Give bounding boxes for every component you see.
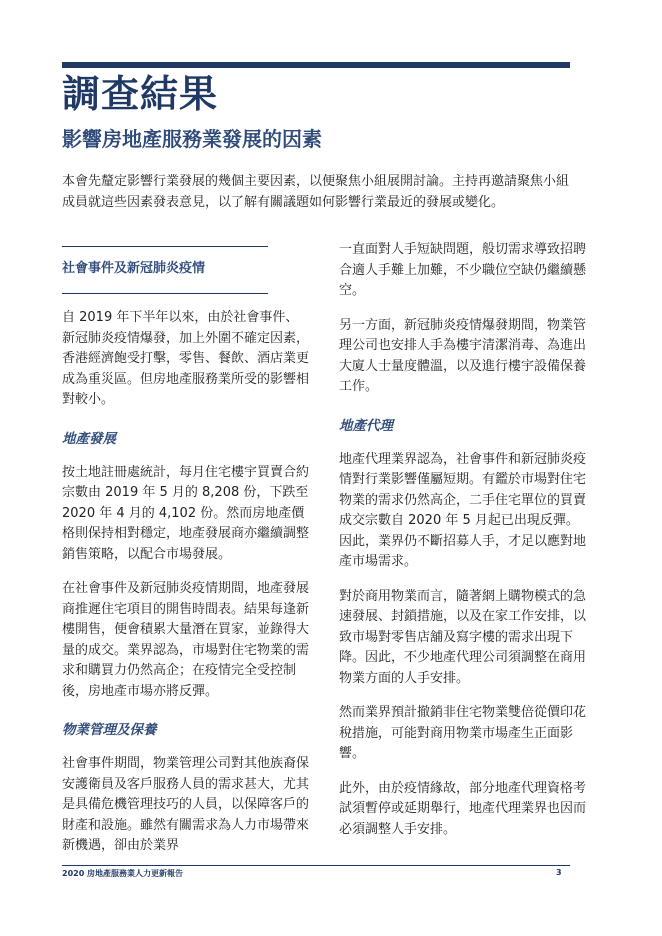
- estate-agency-paragraph-1: 地產代理業界認為，社會事件和新冠肺炎疫情對行業影響僅屬短期。有鑑於市場對住宅物業的需求仍然高企，二手住宅單位的買賣成交宗數自 2020 年 5 月起已出現反彈。因此，業界仍不斷招募人手，才足以應對地產市場需求。: [339, 451, 587, 569]
- property-management-paragraph-2: 另一方面，新冠肺炎疫情爆發期間，物業管理公司也安排人手為樓宇清潔消毒、為進出大廈人士量度體溫，以及進行樓宇設備保養工作。: [339, 317, 587, 394]
- property-development-paragraph-1: 按土地註冊處統計，每月住宅樓宇買賣合約宗數由 2019 年 5 月的 8,208 份，下跌至 2020 年 4 月的 4,102 份。然而房地產價格則保持相對穩定，地產發展商亦繼續調整銷售策略，以配合市場發展。: [62, 464, 310, 562]
- page-subtitle: 影響房地產服務業發展的因素: [62, 127, 322, 151]
- footer-report-title: 2020 房地產服務業人力更新報告: [62, 869, 184, 878]
- footer-rule: [62, 865, 570, 866]
- estate-agency-paragraph-3: 然而業界預計撤銷非住宅物業雙倍從價印花稅措施，可能對商用物業市場產生正面影響。: [339, 705, 587, 761]
- estate-agency-paragraph-2: 對於商用物業而言，隨著網上購物模式的急速發展、封鎖措施，以及在家工作安排，以致市場對零售店舖及寫字樓的需求出現下降。因此，不少地產代理公司須調整在商用物業方面的人手安排。: [339, 588, 587, 686]
- page-title: 調查結果: [62, 72, 219, 116]
- property-management-paragraph-1: 社會事件期間，物業管理公司對其他族裔保安護衛員及客戶服務人員的需求甚大，尤其是具備危機管理技巧的人員，以保障客戶的財產和設施。雖然有關需求為人力市場帶來新機遇，卻由於業界: [62, 756, 310, 853]
- social-events-heading: 社會事件及新冠肺炎疫情: [62, 261, 206, 276]
- property-management-heading: 物業管理及保養: [62, 722, 157, 738]
- property-management-paragraph-continued: 一直面對人手短缺問題，般切需求導致招聘合適人手難上加難，不少職位空缺仍繼續懸空。: [339, 242, 587, 298]
- social-events-text: 自 2019 年下半年以來，由於社會事件、新冠肺炎疫情爆發，加上外圍不確定因素，香港經濟飽受打擊，零售、餐飲、酒店業更成為重災區。但房地產服務業所受的影響相對較小。: [62, 310, 310, 407]
- top-accent-bar: [62, 62, 570, 68]
- property-development-paragraph-2: 在社會事件及新冠肺炎疫情期間，地產發展商推遲住宅項目的開售時間表。結果每逢新樓開售，便會積累大量潛在買家，並錄得大量的成交。業界認為，市場對住宅物業的需求和購買力仍然高企；在疫情完全受控制後，房地產市場亦將反彈。: [62, 581, 310, 699]
- page-number: 3: [556, 868, 562, 877]
- box-top-rule: [62, 246, 268, 247]
- property-development-heading: 地產發展: [62, 430, 116, 447]
- estate-agency-paragraph-4: 此外，由於疫情緣故，部分地產代理資格考試須暫停或延期舉行，地產代理業界也因而必須調整人手安排。: [339, 780, 587, 837]
- left-column: [62, 240, 310, 857]
- right-column: [339, 240, 591, 840]
- estate-agency-heading: 地產代理: [339, 417, 393, 434]
- intro-paragraph: 本會先釐定影響行業發展的幾個主要因素，以便聚焦小組展開討論。主持再邀請聚焦小組成員就這些因素發表意見，以了解有關議題如何影響行業最近的發展或變化。: [62, 174, 570, 210]
